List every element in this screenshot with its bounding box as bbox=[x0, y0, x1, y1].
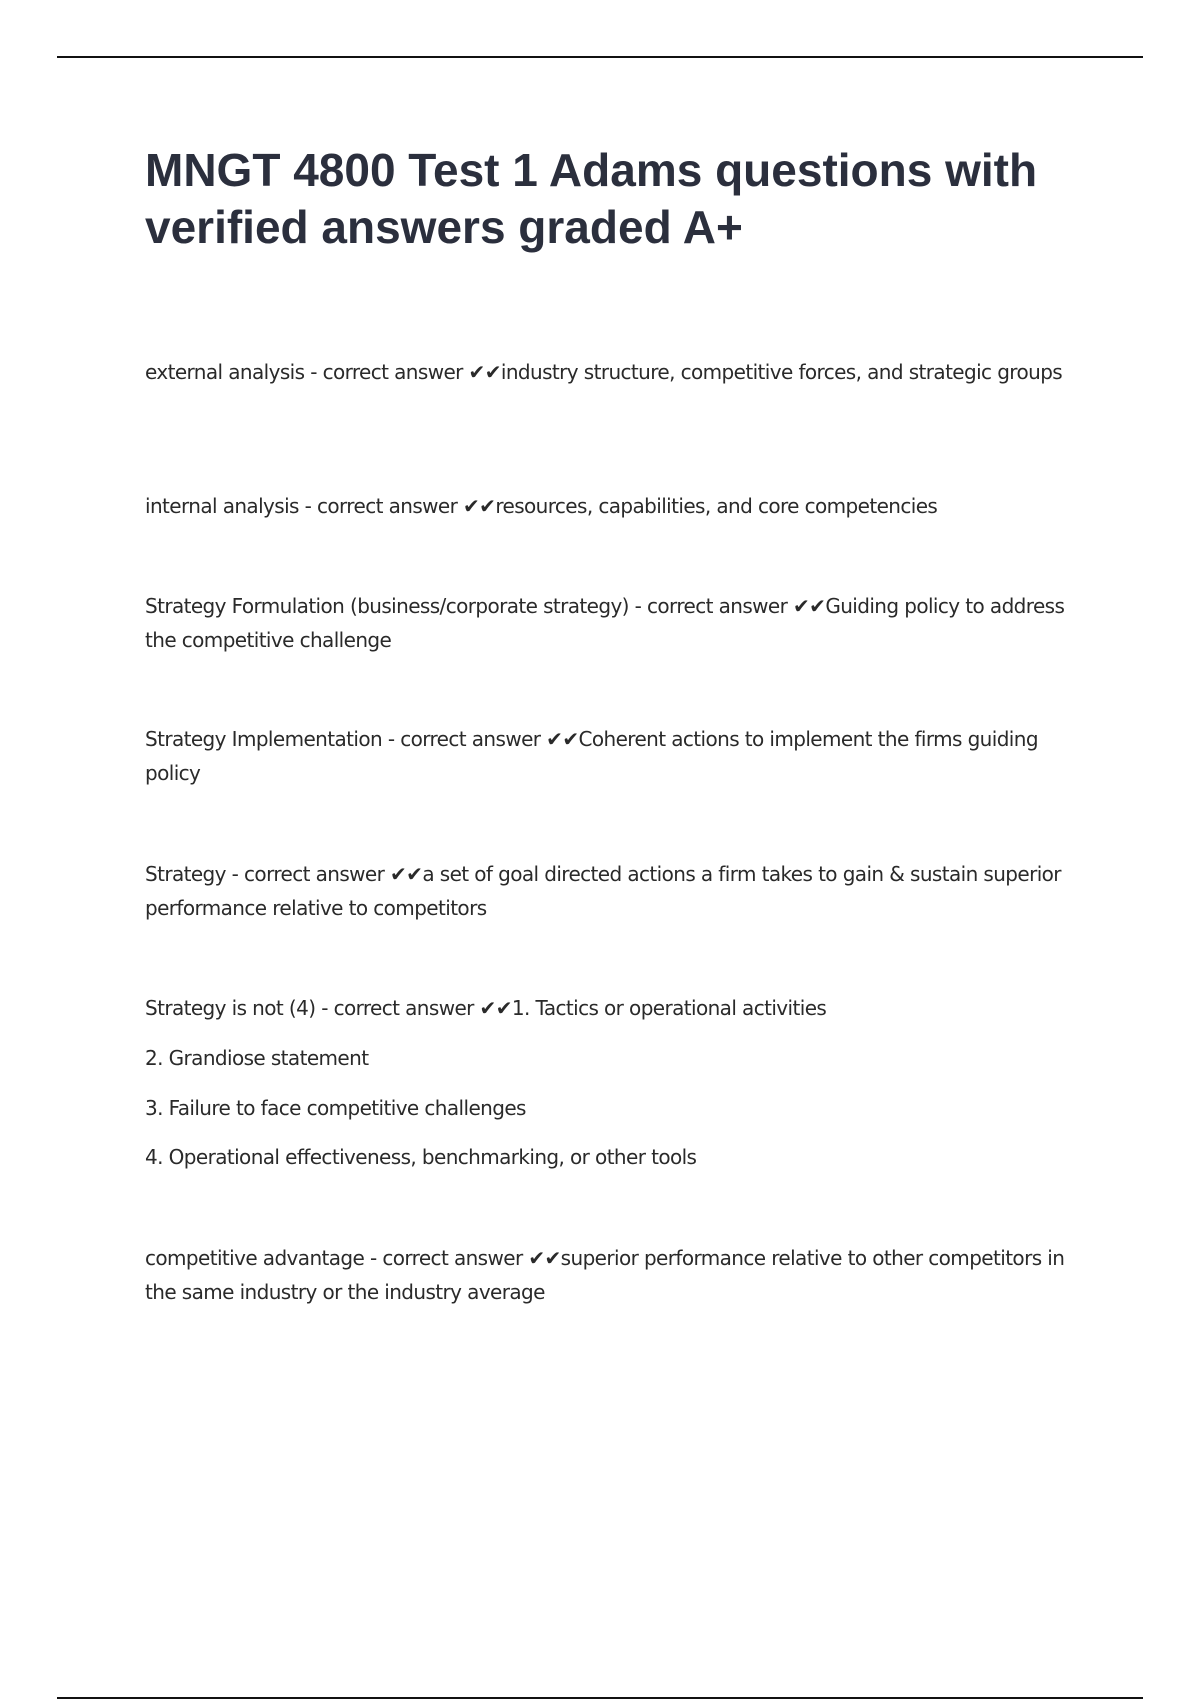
qa-answer: Guiding policy to address the competitive challenge bbox=[145, 594, 1065, 652]
qa-entry-strategy-implementation bbox=[145, 722, 1085, 790]
document-title: MNGT 4800 Test 1 Adams questions with verified answers graded A+ bbox=[145, 144, 1038, 253]
qa-term: Strategy bbox=[145, 862, 226, 886]
qa-answer: a set of goal directed actions a firm takes to gain & sustain superior performance relative to competitors bbox=[145, 862, 1061, 920]
correct-answer-separator: - correct answer ✔✔ bbox=[382, 727, 579, 751]
qa-entry-internal-analysis bbox=[145, 489, 1085, 523]
correct-answer-separator: - correct answer ✔✔ bbox=[225, 862, 423, 886]
list-item: 3. Failure to face competitive challenges bbox=[145, 1096, 526, 1120]
correct-answer-separator: - correct answer ✔✔ bbox=[628, 594, 826, 618]
list-item: 2. Grandiose statement bbox=[145, 1046, 369, 1070]
qa-entry-strategy bbox=[145, 857, 1085, 925]
qa-entry-strategy-formulation bbox=[145, 589, 1085, 657]
qa-term: Strategy Implementation bbox=[145, 727, 383, 751]
correct-answer-separator: - correct answer ✔✔ bbox=[304, 360, 501, 384]
qa-entry-external-analysis bbox=[145, 355, 1085, 389]
qa-answer: industry structure, competitive forces, and strategic groups bbox=[500, 360, 1063, 384]
qa-answer: resources, capabilities, and core competencies bbox=[495, 494, 938, 518]
qa-answer: 1. Tactics or operational activities bbox=[511, 996, 827, 1020]
qa-term: competitive advantage bbox=[145, 1246, 365, 1270]
top-rule bbox=[57, 56, 1143, 58]
qa-term: internal analysis bbox=[145, 494, 299, 518]
qa-entry-strategy-is-not bbox=[145, 991, 1085, 1025]
qa-entry-competitive-advantage bbox=[145, 1241, 1085, 1309]
correct-answer-separator: - correct answer ✔✔ bbox=[315, 996, 512, 1020]
list-item: 4. Operational effectiveness, benchmarking, or other tools bbox=[145, 1145, 697, 1169]
correct-answer-separator: - correct answer ✔✔ bbox=[364, 1246, 561, 1270]
qa-term: external analysis bbox=[145, 360, 305, 384]
qa-term: Strategy is not (4) bbox=[145, 996, 316, 1020]
correct-answer-separator: - correct answer ✔✔ bbox=[298, 494, 496, 518]
bottom-rule bbox=[57, 1697, 1143, 1699]
qa-term: Strategy Formulation (business/corporate strategy) bbox=[145, 594, 629, 618]
qa-answer: superior performance relative to other competitors in the same industry or the industry average bbox=[145, 1246, 1065, 1304]
qa-answer: Coherent actions to implement the firms guiding policy bbox=[145, 727, 1038, 785]
